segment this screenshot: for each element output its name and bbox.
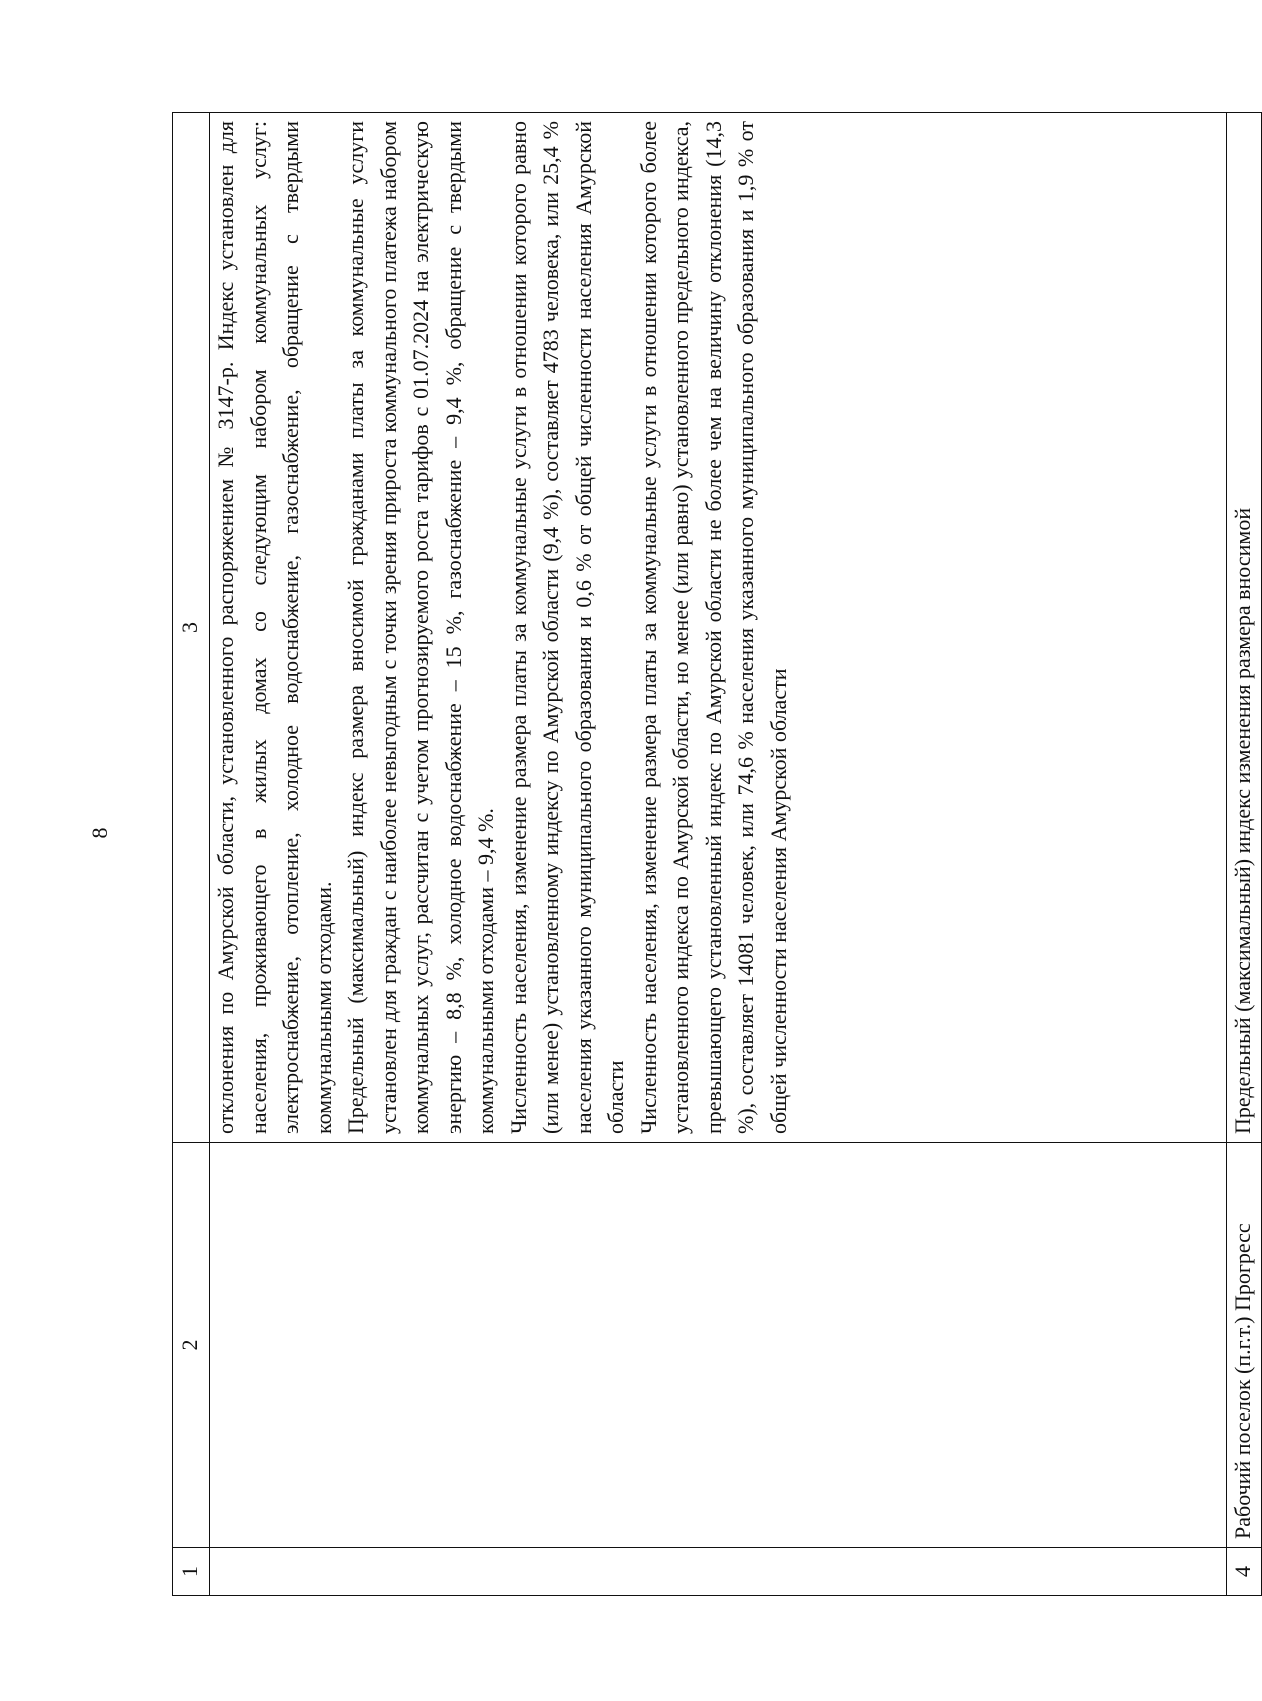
paragraph-population-below: Численность населения, изменение размера платы за коммунальные услуги в отношении которого равно (или менее) установленному индексу по Амурской области (9,4 %), составляет 4783 человека, или 25,4 % населения указанного муниципального образования и 0,6 % от общей численности населения Амурской области: [505, 121, 628, 1134]
rotated-page-content: [172, 113, 1262, 1596]
paragraph-population-above: Численность населения, изменение размера платы за коммунальные услуги в отношении которого более установленного индекса по Амурской области, но менее (или равно) установленного предельного индекса, превышающего установленный индекс по Амурской области не более чем на величину отклонения (14,3 %), составляет 14081 человек, или 74,6 % населения указанного муниципального образования и 1,9 % от общей численности населения Амурской области: [635, 121, 791, 1134]
row-4-text: Предельный (максимальный) индекс изменения размера вносимой: [1227, 113, 1262, 1143]
row-num-cell: [210, 1548, 1227, 1596]
header-col-3: 3: [173, 113, 210, 1143]
header-col-2: 2: [173, 1143, 210, 1548]
table-header-row: [173, 113, 210, 1596]
description-cell: [210, 113, 1227, 1143]
row-number: 4: [1227, 1548, 1262, 1596]
page-number: 8: [87, 827, 112, 839]
table-row-continuation: [210, 113, 1227, 1596]
settlement-cell: [210, 1143, 1227, 1548]
index-table: [172, 112, 1262, 1596]
table-row-4: [1227, 113, 1262, 1596]
settlement-name: Рабочий поселок (п.г.т.) Прогресс: [1227, 1143, 1262, 1548]
header-col-1: 1: [173, 1548, 210, 1596]
paragraph-index-basis: отклонения по Амурской области, установленного распоряжением № 3147-р. Индекс установлен для населения, проживающего в жилых домах со следующим набором коммунальных услуг: электроснабжение, отопление, холодное водоснабжение, газоснабжение, обращение с твердыми коммунальными отходами.: [213, 121, 336, 1134]
paragraph-max-index: Предельный (максимальный) индекс размера вносимой гражданами платы за коммунальные услуги установлен для граждан с наиболее невыгодным с точки зрения прироста коммунального платежа набором коммунальных услуг, рассчитан с учетом прогнозируемого роста тарифов с 01.07.2024 на электрическую энергию – 8,8 %, холодное водоснабжение – 15 %, газоснабжение – 9,4 %, обращение с твердыми коммунальными отходами – 9,4 %.: [343, 121, 498, 1134]
